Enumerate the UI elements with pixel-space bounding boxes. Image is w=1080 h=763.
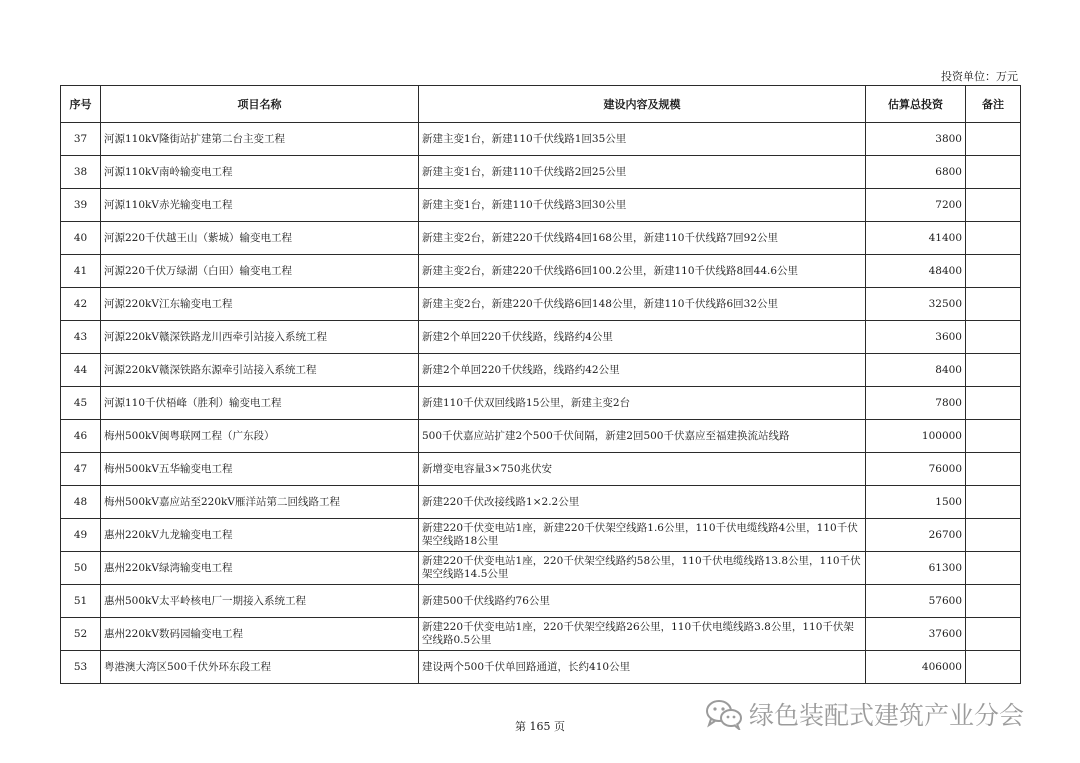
- table-header-row: [61, 86, 1021, 123]
- row-remarks: [966, 618, 1021, 651]
- row-seq: 45: [61, 387, 101, 420]
- table-row: [61, 453, 1021, 486]
- row-investment: 406000: [866, 651, 966, 684]
- row-seq: 51: [61, 585, 101, 618]
- row-project-name: 梅州500kV五华输变电工程: [101, 453, 419, 486]
- row-scope: 500千伏嘉应站扩建2个500千伏间隔，新建2回500千伏嘉应至福建换流站线路: [419, 420, 866, 453]
- row-seq: 52: [61, 618, 101, 651]
- row-remarks: [966, 651, 1021, 684]
- row-seq: 42: [61, 288, 101, 321]
- row-investment: 32500: [866, 288, 966, 321]
- row-investment: 57600: [866, 585, 966, 618]
- row-investment: 26700: [866, 519, 966, 552]
- row-remarks: [966, 321, 1021, 354]
- row-seq: 37: [61, 123, 101, 156]
- row-investment: 48400: [866, 255, 966, 288]
- table-row: [61, 156, 1021, 189]
- row-project-name: 粤港澳大湾区500千伏外环东段工程: [101, 651, 419, 684]
- row-investment: 41400: [866, 222, 966, 255]
- row-project-name: 河源220千伏万绿湖（白田）输变电工程: [101, 255, 419, 288]
- row-remarks: [966, 156, 1021, 189]
- row-scope: 新建2个单回220千伏线路，线路约4公里: [419, 321, 866, 354]
- row-project-name: 河源220kV赣深铁路东源牵引站接入系统工程: [101, 354, 419, 387]
- table-row: [61, 618, 1021, 651]
- table-row: [61, 189, 1021, 222]
- row-scope: 建设两个500千伏单回路通道，长约410公里: [419, 651, 866, 684]
- row-investment: 7200: [866, 189, 966, 222]
- header-seq: 序号: [61, 86, 101, 123]
- row-investment: 76000: [866, 453, 966, 486]
- row-remarks: [966, 189, 1021, 222]
- row-remarks: [966, 420, 1021, 453]
- row-seq: 47: [61, 453, 101, 486]
- table-row: [61, 420, 1021, 453]
- header-project-name: 项目名称: [101, 86, 419, 123]
- row-scope: 新建主变1台，新建110千伏线路1回35公里: [419, 123, 866, 156]
- row-seq: 46: [61, 420, 101, 453]
- row-seq: 38: [61, 156, 101, 189]
- table-row: [61, 123, 1021, 156]
- row-remarks: [966, 288, 1021, 321]
- row-investment: 3800: [866, 123, 966, 156]
- table-row: [61, 354, 1021, 387]
- row-remarks: [966, 486, 1021, 519]
- row-scope: 新建主变1台，新建110千伏线路3回30公里: [419, 189, 866, 222]
- row-project-name: 河源110kV隆街站扩建第二台主变工程: [101, 123, 419, 156]
- row-investment: 100000: [866, 420, 966, 453]
- row-seq: 41: [61, 255, 101, 288]
- page-number: 第 165 页: [515, 720, 565, 733]
- row-remarks: [966, 387, 1021, 420]
- row-project-name: 河源110kV南岭输变电工程: [101, 156, 419, 189]
- row-investment: 3600: [866, 321, 966, 354]
- row-project-name: 梅州500kV嘉应站至220kV雁洋站第二回线路工程: [101, 486, 419, 519]
- row-remarks: [966, 255, 1021, 288]
- row-seq: 48: [61, 486, 101, 519]
- row-scope: 新建110千伏双回线路15公里，新建主变2台: [419, 387, 866, 420]
- row-remarks: [966, 123, 1021, 156]
- row-scope: 新建220千伏变电站1座，220千伏架空线路约58公里，110千伏电缆线路13.8公里，110千伏架空线路14.5公里: [419, 552, 866, 585]
- row-seq: 43: [61, 321, 101, 354]
- table-row: [61, 222, 1021, 255]
- row-investment: 37600: [866, 618, 966, 651]
- project-table: [60, 85, 1021, 684]
- row-seq: 39: [61, 189, 101, 222]
- row-scope: 新建主变2台，新建220千伏线路6回148公里，新建110千伏线路6回32公里: [419, 288, 866, 321]
- row-remarks: [966, 222, 1021, 255]
- wechat-icon: [705, 698, 743, 730]
- row-remarks: [966, 354, 1021, 387]
- row-seq: 53: [61, 651, 101, 684]
- row-scope: 新建主变2台，新建220千伏线路4回168公里，新建110千伏线路7回92公里: [419, 222, 866, 255]
- row-remarks: [966, 519, 1021, 552]
- row-project-name: 河源110kV赤光输变电工程: [101, 189, 419, 222]
- row-project-name: 河源110千伏梧峰（胜利）输变电工程: [101, 387, 419, 420]
- row-scope: 新增变电容量3×750兆伏安: [419, 453, 866, 486]
- table-row: [61, 552, 1021, 585]
- row-remarks: [966, 585, 1021, 618]
- table-row: [61, 387, 1021, 420]
- table-row: [61, 486, 1021, 519]
- row-investment: 6800: [866, 156, 966, 189]
- row-scope: 新建220千伏变电站1座，220千伏架空线路26公里，110千伏电缆线路3.8公里，110千伏架空线路0.5公里: [419, 618, 866, 651]
- table-row: [61, 651, 1021, 684]
- investment-unit-note: 投资单位：万元: [941, 70, 1018, 83]
- row-investment: 61300: [866, 552, 966, 585]
- row-project-name: 梅州500kV闽粤联网工程（广东段）: [101, 420, 419, 453]
- table-row: [61, 255, 1021, 288]
- row-project-name: 河源220kV江东输变电工程: [101, 288, 419, 321]
- watermark-text: 绿色装配式建筑产业分会: [749, 701, 1025, 730]
- row-scope: 新建主变2台，新建220千伏线路6回100.2公里，新建110千伏线路8回44.6公里: [419, 255, 866, 288]
- row-project-name: 河源220千伏越王山（紫城）输变电工程: [101, 222, 419, 255]
- table-row: [61, 321, 1021, 354]
- row-scope: 新建220千伏改接线路1×2.2公里: [419, 486, 866, 519]
- watermark: [705, 696, 1024, 732]
- row-scope: 新建2个单回220千伏线路，线路约42公里: [419, 354, 866, 387]
- row-project-name: 惠州220kV九龙输变电工程: [101, 519, 419, 552]
- row-seq: 49: [61, 519, 101, 552]
- row-seq: 40: [61, 222, 101, 255]
- header-scope: 建设内容及规模: [419, 86, 866, 123]
- row-seq: 50: [61, 552, 101, 585]
- row-project-name: 河源220kV赣深铁路龙川西牵引站接入系统工程: [101, 321, 419, 354]
- row-remarks: [966, 453, 1021, 486]
- row-investment: 1500: [866, 486, 966, 519]
- row-investment: 8400: [866, 354, 966, 387]
- table-row: [61, 288, 1021, 321]
- table-row: [61, 585, 1021, 618]
- row-project-name: 惠州500kV太平岭核电厂一期接入系统工程: [101, 585, 419, 618]
- table-row: [61, 519, 1021, 552]
- row-scope: 新建500千伏线路约76公里: [419, 585, 866, 618]
- row-project-name: 惠州220kV数码园输变电工程: [101, 618, 419, 651]
- header-remarks: 备注: [966, 86, 1021, 123]
- row-seq: 44: [61, 354, 101, 387]
- row-investment: 7800: [866, 387, 966, 420]
- row-remarks: [966, 552, 1021, 585]
- row-project-name: 惠州220kV绿湾输变电工程: [101, 552, 419, 585]
- row-scope: 新建主变1台，新建110千伏线路2回25公里: [419, 156, 866, 189]
- row-scope: 新建220千伏变电站1座，新建220千伏架空线路1.6公里，110千伏电缆线路4公里，110千伏架空线路18公里: [419, 519, 866, 552]
- header-investment: 估算总投资: [866, 86, 966, 123]
